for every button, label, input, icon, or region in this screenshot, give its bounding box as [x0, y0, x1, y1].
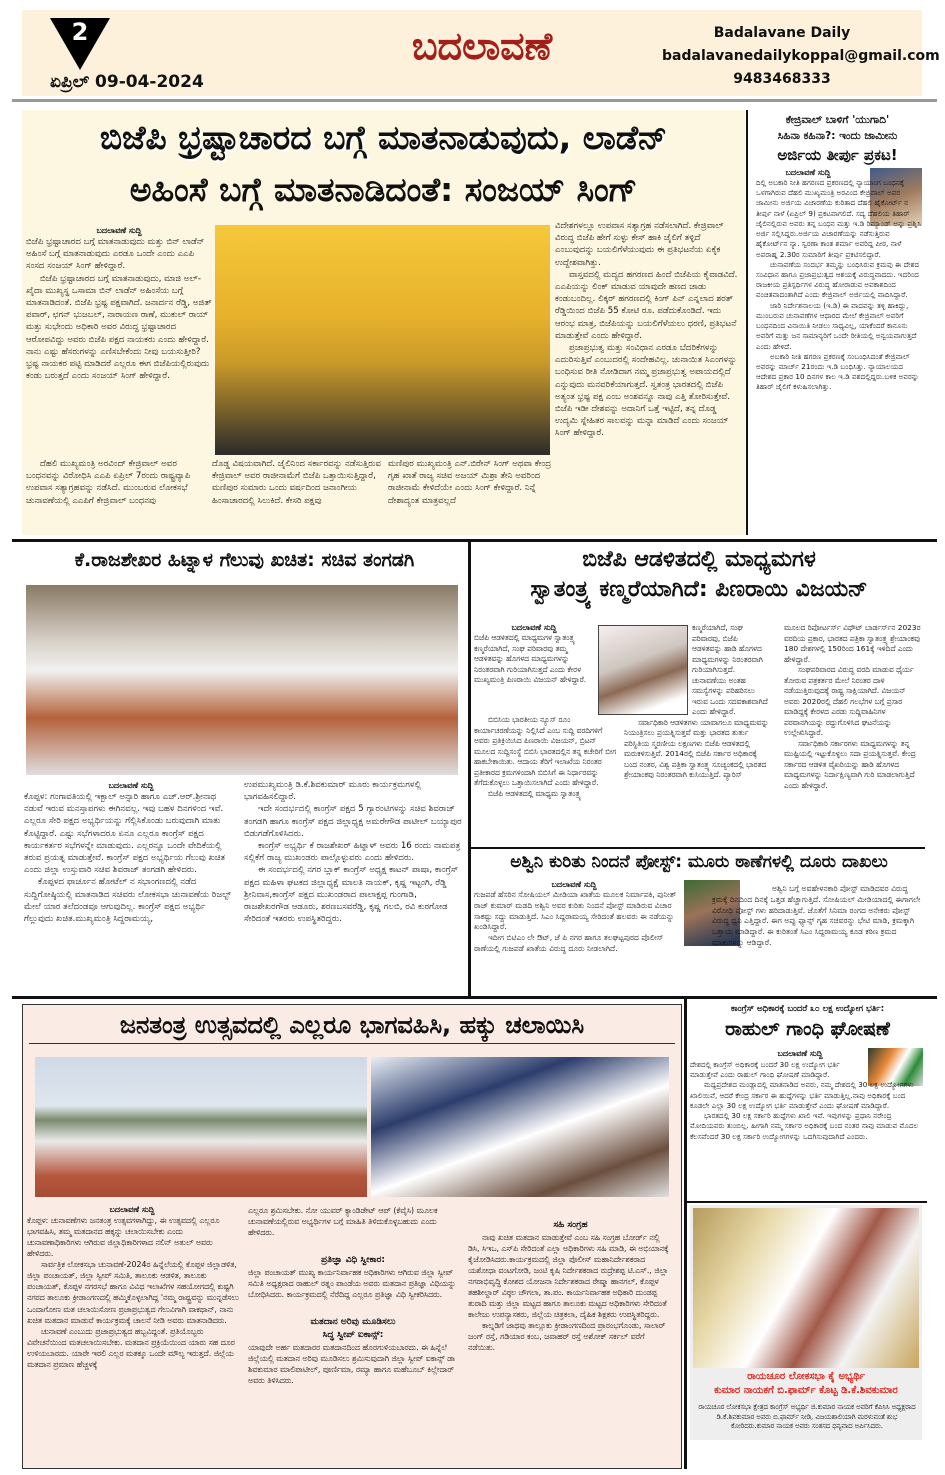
top-story-col1 [26, 236, 212, 382]
ashwini-headline: ಅಶ್ವಿನಿ ಕುರಿತು ನಿಂದನೆ ಪೋಸ್ಟ್: ಮೂರು ಠಾಣೆಗಳಲ್ಲಿ ದೂರು ದಾಖಲು [510, 852, 888, 872]
sanjay-singh-photo [215, 225, 550, 455]
paragraph: ವಾಸ್ತವದಲ್ಲಿ ಮದ್ಯದ ಹಗರಣದ ಹಿಂದೆ ಬಿಜೆಪಿಯ ಕೈವಾಡವಿದೆ. ಎಎಪಿಯನ್ನು ಲಿಂಕ್ ಮಾಡುವ ಯಾವುದೇ ಹಣದ ಜಾಡು ಕಂಡುಬಂದಿಲ್ಲ. ಲಿಕ್ಕರ್ ಹಗರಣದಲ್ಲಿ ಕಿಂಗ್ ಪಿನ್ ಎನ್ನಲಾದ ಶರತ್ ರೆಡ್ಡಿಯಿಂದ ಬಿಜೆಪಿ 55 ಕೋಟಿ ರೂ. ಪಡೆದುಕೊಂಡಿದೆ. ಇದು ಆರಂಭ ಮಾತ್ರ, ಬಿಜೆಪಿಯನ್ನು ಬಯಲಿಗೆಳೆಯಲು ಧರಣಿ, ಪ್ರತಿಭಟನೆ ಮಾಡುತ್ತೇವೆ ಎಂದು ಹೇಳಿದ್ದಾರೆ. [555, 269, 738, 341]
paragraph: ಜಿಲ್ಲಾ ಪಂಚಾಯತ್ ಮುಖ್ಯ ಕಾರ್ಯನಿರ್ವಾಹಕ ಅಧಿಕಾರಿಗಳು ಆಗಿರುವ ಜಿಲ್ಲಾ ಸ್ವೀಪ್ ಸಮಿತಿ ಅಧ್ಯಕ್ಷರಾದ ರಾಹುಲ್ ರತ್ನಂ ಪಾಂಡೆಯ ಅವರು ಮತದಾನ ಪ್ರತಿಜ್ಞಾ ವಿಧಿಯನ್ನು ಬೋಧಿಸಿದರು. ಕಾರ್ಯಕ್ರಮದಲ್ಲಿ ನೆರೆದಿದ್ದ ಎಲ್ಲರೂ ಪ್ರತಿಜ್ಞಾ ವಿಧಿ ಸ್ವೀಕರಿಸಿದರು. [248, 1267, 456, 1300]
byline: ಬದಲಾವಣೆ ಸುದ್ದಿ [108, 781, 154, 790]
ashwini-col2: ಅಶ್ವಿನಿ ಬಗ್ಗೆ ಅವಹೇಳನಕಾರಿ ಪೋಸ್ಟ್ ಮಾಡಿದವರ ವಿರುದ್ಧ ಕ್ರಮಕ್ಕೆ ದಿನದಿಂದ ದಿನಕ್ಕೆ ಒತ್ತಡ ಹೆಚ್ಚಾಗುತ್ತಿದೆ. ಸೋಷಿಯಲ್ ಮೀಡಿಯಾದಲ್ಲಿ ಈಗಾಗಲೇ ವಿರೋಧಿ ಪೋಸ್ಟ್ ಗಳು ಹರಿದಾಡುತ್ತಿವೆ. ಜೊತೆಗೆ ಸಿನಿಮಾ ರಂಗದ ಅನೇಕರು ಪೋಸ್ಟ್ ವಿರುದ್ಧ ಧ್ವನಿ ಎತ್ತಿದ್ದಾರೆ. ಈಗ ಅಪ್ಪು ಫ್ಯಾನ್ಸ್ ಗೃಹ ಸಚಿವರನ್ನು ಭೇಟಿ ಮಾಡಿ, ಕ್ರಮಕ್ಕಾಗಿ ಒತ್ತಾಯ ಮಾಡಿದ್ದಾರೆ. ಈ ಕುರಿತಂತೆ ಸಿಎಂ ಸಿದ್ದರಾಮಯ್ಯ ಕೂಡ ಕಠಿಣ ಕ್ರಮದ ಮಾತುಗಳನ್ನು ಆಡಿದ್ದಾರೆ. [712, 884, 921, 947]
walkathon-photo [35, 1057, 367, 1197]
byline: ಬದಲಾವಣೆ ಸುದ್ದಿ [96, 226, 142, 235]
rahul-kicker: ಕಾಂಗ್ರೆಸ್ ಅಧಿಕಾರಕ್ಕೆ ಬಂದರೆ ೩೦ ಲಕ್ಷ ಉದ್ಯೋಗ ಭರ್ತಿ: [730, 1004, 885, 1014]
paragraph: ಇದೀಗ ಬಿಟಿಎಂ ಲೇ ಔಟ್, ಜೆ ಪಿ ನಗರ ಹಾಗೂ ತಲಘಟ್ಟಪುರದ ಪೊಲೀಸ್ ಠಾಣೆಯಲ್ಲಿ ಗುಜಪಡೆ ಖಾತೆಯ ವಿರುದ್ಧ ದೂರು ನೀಡಲಾಗಿದೆ. [474, 933, 664, 953]
paragraph: ಬಿಜೆಪಿ ಭ್ರಷ್ಟಾಚಾರದ ಬಗ್ಗೆ ಮಾತನಾಡುವುದು ಮತ್ತು ಬಿನ್ ಲಾಡೆನ್ ಅಹಿಂಸೆ ಬಗ್ಗೆ ಮಾತನಾಡುವುದು ಎರಡೂ ಒಂದೇ ಎಂದು ಎಎಪಿ ಸಂಸದ ಸಂಜಯ್ ಸಿಂಗ್ ಹೇಳಿದ್ದಾರೆ. [26, 237, 205, 272]
paragraph: ಬಿಜೆಪಿ ಆಡಳಿತದಲ್ಲಿ ಮಾಧ್ಯಮಗಳ ಸ್ವಾತಂತ್ರ್ಯ ಕಣ್ಮರೆಯಾಗಿದೆ, ಸಂಘ ಪರಿವಾರವು ತಮ್ಮ ಆಡಳಿತವನ್ನು ಹೊಗಳದ ಮಾಧ್ಯಮಗಳನ್ನು ನಿರಂತರವಾಗಿ ಗುರಿಯಾಗಿಸುತ್ತದೆ ಎಂದು ಕೇರಳ ಮುಖ್ಯಮಂತ್ರಿ ಪಿಣರಾಯಿ ವಿಜಯನ್ ಹೇಳಿದ್ದಾರೆ. [474, 633, 587, 685]
b-form-handover-photo [693, 1208, 919, 1368]
paragraph: ಸರ್ವಾಧಿಕಾರಿ ಆಡಳಿತಗಳು ಯಾವಾಗಲೂ ಮಾಧ್ಯಮವನ್ನು ನಿಯಂತ್ರಿಸಲು ಪ್ರಯತ್ನಿಸುತ್ತವೆ ಮತ್ತು ಭಾರತದ ತುರ್ತು ಪರಿಸ್ಥಿತಿಯ ಸ್ಮರಣೀಯ ಲಕ್ಷಣಗಳು ಬಿಜೆಪಿ ಆಡಳಿತದಲ್ಲಿ ಮರುಕಳಿಸುತ್ತಿವೆ. 2014ರಲ್ಲಿ ಬಿಜೆಪಿ ಸರ್ಕಾರ ಅಧಿಕಾರಕ್ಕೆ ಬಂದ ನಂತರ, ವಿಶ್ವ ಪತ್ರಿಕಾ ಸ್ವಾತಂತ್ರ್ಯ ಸೂಚ್ಯಂಕದಲ್ಲಿ ಭಾರತದ ಶ್ರೇಯಾಂಕವು ನಿರಂತರವಾಗಿ ಕುಸಿಯುತ್ತಿದೆ. ಪ್ಯಾರಿಸ್ [624, 717, 769, 780]
paragraph: ಕೊಪ್ಪಳ: ಚುನಾವಣೆಗಳು ಜನತಂತ್ರ ಉತ್ಸವಗಳಾಗಿದ್ದು, ಈ ಉತ್ಸವದಲ್ಲಿ ಎಲ್ಲರೂ ಭಾಗವಹಿಸಿ, ತಮ್ಮ ಮತದಾನದ ಹಕ್ಕನ್ನು ಚಲಾಯಿಸಬೇಕು ಎಂದು ಚುನಾವಣಾಧಿಕಾರಿಗಳು ಆಗಿರುವ ಜಿಲ್ಲಾಧಿಕಾರಿಗಳಾದ ನಲಿನ್ ಅತುಲ್ ಅವರು ಹೇಳಿದರು. [27, 1216, 220, 1259]
kejriwal-headline: ಅರ್ಜಿಯ ತೀರ್ಪು ಪ್ರಕಟ! [777, 146, 898, 164]
paragraph: ಗುಜಪಡೆ ಹೆಸರಿನ ಸೋಷಿಯಲ್ ಮೀಡಿಯಾ ಖಾತೆಯ ಮೂಲಕ ನಿರ್ಮಾಪಕಿ, ಪುನೀತ್ ರಾಜ್ ಕುಮಾರ್ ಮಡದಿ ಅಶ್ವಿನಿ ಅವರ ಕುರಿತು ನಿಂದನೆ ಪೋಸ್ಟ್ ಮಾಡಿರುವ ವಿಚಾರ ಸಾಕಷ್ಟು ಸದ್ದು ಮಾಡುತ್ತಿದೆ. ಸಿಎಂ ಸಿದ್ದರಾಮಯ್ಯ ಸೇರಿದಂತೆ ಹಲವರು ಈ ನಡೆಯನ್ನು ಖಂಡಿಸಿದ್ದಾರೆ. [474, 890, 677, 932]
paragraph: ಕೊಪ್ಪಳ: ಗಂಗಾವತಿಯಲ್ಲಿ ಇಕ್ಬಾಲ್ ಅನ್ಸಾರಿ ಹಾಗೂ ಎಚ್.ಆರ್.ಶ್ರೀನಾಥ ನಡುವೆ ಇರುವ ಮನಸ್ತಾಪಗಳು ಈಗಿನವಲ್ಲ. ಇವು ಬಹಳ ದಿನಗಳಿಂದ ಇವೆ. ಎಲ್ಲರೂ ಸೇರಿ ಪಕ್ಷದ ಅಭ್ಯರ್ಥಿಯನ್ನು ಗೆಲ್ಲಿಸಿಕೊಂಡು ಬರುವುದಾಗಿ ಮಾತು ಕೊಟ್ಟಿದ್ದಾರೆ. ಎಷ್ಟು ಸಭೆಗಳಾದರೂ ಏನೂ ಎಲ್ಲರೂ ಕಾಂಗ್ರೆಸ್ ಪಕ್ಷದ ಕಾರ್ಯಕರ್ತರ ಸಭೆಗಳನ್ನೇ ಮಾಡುವುದು. ಎಲ್ಲರನ್ನೂ ಒಂದೇ ವೇದಿಕೆಯಲ್ಲಿ ತರುವ ಪ್ರಯತ್ನ ಮಾಡುತ್ತೇವೆ. ಕಾಂಗ್ರೆಸ್ ಪಕ್ಷದ ಅಭ್ಯರ್ಥಿಯ ಗೆಲುವು ಖಚಿತ ಎಂದು ಜಿಲ್ಲಾ ಉಸ್ತುವಾರಿ ಸಚಿವ ಶಿವರಾಜ್ ತಂಗಡಗಿ ಹೇಳಿದರು. [24, 792, 226, 876]
paragraph: ದೇಶದಲ್ಲಿ ಕಾಂಗ್ರೆಸ್ ಅಧಿಕಾರಕ್ಕೆ ಬಂದರೆ 30 ಲಕ್ಷ ಉದ್ಯೋಗ ಭರ್ತಿ ಮಾಡುತ್ತೇವೆ ಎಂದು ರಾಹುಲ್ ಗಾಂಧಿ ಘೋಷಣೆ ಮಾಡಿದ್ದಾರೆ. [690, 1060, 840, 1080]
dk-headline-2: ಕುಮಾರ ನಾಯಕಗೆ ಬಿ.ಫಾರ್ಮ್ ಕೊಟ್ಟ ಡಿ.ಕೆ.ಶಿವಕುಮಾರ [714, 1385, 898, 1396]
subheading-sweep-icons: ಸಿದ್ಧ ಸ್ವೀಪ್ ಐಕಾನ್ಸ್: [322, 1329, 384, 1340]
contact-block [662, 22, 940, 91]
paragraph: ಕೊಪ್ಪಳದ ಫಾರ್ಚೂನ ಹೋಟೆಲ್ ನ ಸಭಾಂಗಣದಲ್ಲಿ ನಡೆದ ಸುದ್ದಿಗೋಷ್ಠಿಯಲ್ಲಿ ಮಾತನಾಡಿದ ಸಚಿವರು ಲೋಕಸಭಾ ಚುನಾವಣೆಯ ರಿಜಲ್ಟ್ ಮೇಲೆ ಯಾರ ತಲೆದಂಡವೂ ಆಗುವುದಿಲ್ಲ. ಕಾಂಗ್ರೆಸ್ ಪಕ್ಷದ ಅಭ್ಯರ್ಥಿ ಗೆಲ್ಲುವುದು ಖಚಿತ.ಮುಖ್ಯಮಂತ್ರಿ ಸಿದ್ದರಾಮಯ್ಯ, [24, 877, 232, 925]
pinarayi-col1-cont [474, 715, 619, 799]
top-story [22, 110, 745, 535]
paragraph: ಯಾವುದೇ ಅರ್ಹ ಮತದಾರರ ಮತದಾನದಿಂದ ಹೊರಗುಳಿಯಬಾರದು. ಈ ಹಿನ್ನೆಲೆ ಜಿಲ್ಲೆಯಲ್ಲಿ ಮತದಾನ ಅರಿವು ಮೂಡಿಸಲು ಶ್ರಮಿಸುವುದಾಗಿ ಜಿಲ್ಲಾ ಸ್ವೀಪ್ ಐಕಾನ್ಸ್ ಡಾ ಶಿವಕುಮಾರ ಮಾಲಿಪಾಟೀಲ್, ಪೂರ್ಣಿಮಾ, ರಮ್ಯಾ ಹಾಗೂ ಮಹೆಬೂಬ್ ಕಿಲ್ಲೇದಾರ್ ಅವರು ತಿಳಿಸಿದರು. [248, 1342, 455, 1385]
top-story-headline-2: ಅಹಿಂಸೆ ಬಗ್ಗೆ ಮಾತನಾಡಿದಂತೆ: ಸಂಜಯ್ ಸಿಂಗ್ [129, 170, 638, 209]
pinarayi-headline-1: ಬಿಜೆಪಿ ಆಡಳಿತದಲ್ಲಿ ಮಾಧ್ಯಮಗಳ [582, 547, 816, 572]
paragraph: ಮಧ್ಯಪ್ರದೇಶದ ಮಂಡ್ಲಾದಲ್ಲಿ ಮಾತನಾಡಿದ ಅವರು, ನಮ್ಮ ದೇಶದಲ್ಲಿ 30 ಲಕ್ಷ ಉದ್ಯೋಗಗಳು ಖಾಲಿಯಿವೆ, ಆದರೆ ಕೇಂದ್ರ ಸರ್ಕಾರ ಈ ಹುದ್ದೆಗಳನ್ನು ಭರ್ತಿ ಮಾಡುತ್ತಿಲ್ಲ.ನಾವು ಅಧಿಕಾರಕ್ಕೆ ಬಂದ ಕೂಡಲೇ ಎಲ್ಲಾ 30 ಲಕ್ಷ ಉದ್ಯೋಗ ಭರ್ತಿ ಮಾಡುತ್ತೇವೆ ಎಂದು ಘೋಷಣೆ ಮಾಡಿದ್ದಾರೆ. [690, 1080, 914, 1110]
kejriwal-body [756, 178, 922, 393]
paragraph: ಕಣ್ಮರೆಯಾಗಿದೆ, ಸಂಘ ಪರಿವಾರವು, ಬಿಜೆಪಿ ಆಡಳಿತವನ್ನು ಹಾಡಿ ಹೊಗಳದ ಮಾಧ್ಯಮಗಳನ್ನು ನಿರಂತರವಾಗಿ ಗುರಿಯಾಗಿಸುತ್ತದೆ. ಚುನಾವಣೆಯು ಅಂತಹ ಸಮಸ್ಯೆಗಳನ್ನು ಪರಿಹರಿಸಲು ಇರುವ ಒಂದು ಸದವಕಾಶವಾಗಿದೆ ಎಂದು ಹೇಳಿದ್ದಾರೆ. [692, 623, 768, 717]
subheading-signature: ಸಹಿ ಸಂಗ್ರಹ [553, 1220, 588, 1230]
page-number: 2 [71, 18, 89, 46]
paragraph: ಈ ಸಂದರ್ಭದಲ್ಲಿ ನಗರ ಬ್ಲಾಕ್ ಕಾಂಗ್ರೆಸ್ ಅಧ್ಯಕ್ಷ ಕಾಟನ್ ಪಾಷಾ, ಕಾಂಗ್ರೆಸ್ ಪಕ್ಷದ ಮಹಿಳಾ ಘಟಕದ ಜಿಲ್ಲಾಧ್ಯಕ್ಷೆ ಮಾಲತಿ ನಾಯಕ್, ಕೃಷ್ಣ ಇಟ್ಟಂಗಿ, ರೆಡ್ಡಿ ಶ್ರೀನಿವಾಸ,ಕಾಂಗ್ರೆಸ್ ಪಕ್ಷದ ಮುಖಂಡರಾದ ಪಾಲಾಕ್ಷಪ್ಪ ಗುಂಗಾಡಿ, ರಾಜಶೇಖರಗೌಡ ಆಡೂರು, ಶರಣಬಸವರೆಡ್ಡಿ, ಕೃಷ್ಣ ಗಲಬಿ, ರವಿ ಕುರಗೋಡ ಸೇರಿದಂತೆ ಇತರರು ಉಪಸ್ಥಿತರಿದ್ದರು. [244, 865, 459, 925]
top-story-bottom-col2: ದೊಡ್ಡ ವಿಷಯವಾಗಿದೆ. ಜೈಲಿನಿಂದ ಸರ್ಕಾರವನ್ನು ನಡೆಸುತ್ತಿರುವ ಕೇಜ್ರಿವಾಲ್ ಅವರ ರಾಜೀನಾಮೆಗೆ ಬಿಜೆಪಿ ಒತ್ತಾಯಿಸುತ್ತಿದ್ದಾರೆ, ಮಣಿಪುರ ಸುಮಾರು ಒಂದು ವರ್ಷದಿಂದ ಜನಾಂಗೀಯ ಹಿಂಸಾಚಾರದಲ್ಲಿ ಸಿಲುಕಿದೆ. ಕೇಸರಿ ಪಕ್ಷವು [212, 459, 382, 506]
rajashekar-headline: ಕೆ.ರಾಜಶೇಖರ ಹಿಟ್ನಾಳ ಗೆಲುವು ಖಚಿತ: ಸಚಿವ ತಂಗಡಗಿ [74, 549, 415, 571]
subheading-pledge: ಪ್ರತಿಜ್ಞಾ ವಿಧಿ ಸ್ವೀಕಾರ: [321, 1255, 385, 1266]
pinarayi-story [474, 545, 924, 845]
byline: ಬದಲಾವಣೆ ಸುದ್ದಿ [551, 880, 597, 889]
janatantra-col1 [27, 1215, 239, 1370]
paragraph: ಇದೇ ಸಂದರ್ಭದಲ್ಲಿ ಕಾಂಗ್ರೆಸ್ ಪಕ್ಷದ 5 ಗ್ಯಾರಂಟಿಗಳನ್ನು ಸಚಿವ ಶಿವರಾಜ್ ತಂಗಡಗಿ ಹಾಗೂ ಕಾಂಗ್ರೆಸ್ ಪಕ್ಷದ ಜಿಲ್ಲಾಧ್ಯಕ್ಷ ಅಮರೇಗೌಡ ಪಾಟೀಲ್ ಬಯ್ಯಾಪುರ ಬಿಡುಗಡೆಗೊಳಿಸಿದರು. [244, 804, 462, 839]
paragraph: ಸರ್ವಾಧಿಕಾರಿ ಸರ್ಕಾರಗಳು ಮಾಧ್ಯಮಗಳನ್ನು ತನ್ನ ಮುಷ್ಟಿಯಲ್ಲಿ ಇಟ್ಟುಕೊಳ್ಳಲು ಸದಾ ಪ್ರಯತ್ನಿಸುತ್ತವೆ. ಕೇಂದ್ರ ಸರ್ಕಾರದ ಆಡಳಿತ ವೈಖರಿಯನ್ನು ಹಾಡಿ ಹೊಗಳದ ಮಾಧ್ಯಮಗಳನ್ನು ನಿರ್ದಾಕ್ಷಿಣ್ಯವಾಗಿ ಗುರಿ ಮಾಡಲಾಗುತ್ತಿದೆ ಎಂದು ಹೇಳಿದ್ದಾರೆ. [784, 738, 916, 790]
paragraph: ವಿದೇಶಗಳಲ್ಲೂ ಉಪವಾಸ ಸತ್ಯಾಗ್ರಹ ನಡೆಸಲಾಗಿದೆ. ಕೇಜ್ರಿವಾಲ್ ವಿರುದ್ಧ ಬಿಜೆಪಿ ಹೇಗೆ ಸುಳ್ಳು ಕೇಸ್ ಹಾಕಿ ಜೈಲಿಗೆ ತಳ್ಳಿದೆ ಎಂಬುವುದನ್ನು ಬಯಲಿಗೆಳೆಯುವುದು ಈ ಪ್ರತಿಭಟನೆಯ ಏಕೈಕ ಉದ್ದೇಶವಾಗಿತ್ತು. [555, 221, 724, 268]
janatantra-col2 [248, 1205, 458, 1386]
paragraph: ಭಾರತದಲ್ಲಿ 30 ಲಕ್ಷ ಸರ್ಕಾರಿ ಹುದ್ದೆಗಳು ಖಾಲಿ ಇವೆ. ಇವುಗಳನ್ನು ಪ್ರಧಾನಿ ನರೇಂದ್ರ ಮೋದಿಯವರು ತುಂಬಿಲ್ಲ. ಹೀಗಾಗಿ ನಮ್ಮ ಸರ್ಕಾರ ಅಧಿಕಾರಕ್ಕೆ ಬಂದ ನಂತರ ನಾವು ಮಾಡುವ ಮೊದಲ ಕೆಲಸವೆಂದರೆ 30 ಲಕ್ಷ ಸರ್ಕಾರಿ ಉದ್ಯೋಗಗಳನ್ನು ಒದಗಿಸುವುದಾಗಿದೆ ಎಂದರು. [690, 1111, 919, 1141]
ashwini-col1 [474, 890, 679, 955]
vertical-rule [468, 542, 471, 997]
rajashekar-col1 [24, 791, 236, 925]
english-name: Badalavane Daily [713, 25, 851, 41]
top-story-bottom-col3: ಮಣಿಪುರ ಮುಖ್ಯಮಂತ್ರಿ ಎನ್.ಬಿರೇನ್ ಸಿಂಗ್ ಅಥವಾ ಕೇಂದ್ರ ಗೃಹ ಖಾತೆ ರಾಜ್ಯ ಸಚಿವ ಅಜಯ್ ಮಿಶ್ರಾ ತೇನಿ ಅವರಿಂದ ರಾಜೀನಾಮೆ ಕೇಳಿದೆಯೇ ಎಂದು ಸಿಂಗ್ ಕೇಳಿದ್ದಾರೆ. ನಿನ್ನೆ ದೇಶಾದ್ಯಂತ ಮಾತ್ರವಲ್ಲದೆ [388, 459, 552, 506]
top-story-col-right [555, 220, 740, 440]
paragraph: ಮೂಲದ ರಿಪೋರ್ಟರ್ಸ್ ವಿಥೌಟ್ ಬಾರ್ಡರ್ಸ್‌ನ 2023ರ ವರದಿಯ ಪ್ರಕಾರ, ಭಾರತದ ಪತ್ರಿಕಾ ಸ್ವಾತಂತ್ರ್ಯ ಶ್ರೇಯಾಂಕವು 180 ದೇಶಗಳಲ್ಲಿ 150ರಿಂದ 161ಕ್ಕೆ ಇಳಿದಿದೆ ಎಂದು ಹೇಳಿದ್ದಾರೆ. [784, 623, 921, 664]
rahul-story [690, 1000, 925, 1200]
pinarayi-col1 [474, 633, 594, 686]
masthead-rule [12, 99, 937, 102]
dk-story [690, 1205, 922, 1440]
paragraph: ಅಬಕಾರಿ ನೀತಿ ಹಗರಣ ಪ್ರಕರಣಕ್ಕೆ ಸಂಬಂಧಿಸಿದಂತೆ ಕೇಜ್ರಿವಾಲ್ ಅವರನ್ನು ಮಾರ್ಚ್ 21ರಂದು ಇ.ಡಿ ಬಂಧಿಸಿತ್ತು. ನ್ಯಾಯಾಲಯದ ಆದೇಶದ ಪ್ರಕಾರ 10 ದಿನಗಳ ಕಾಲ ಇ.ಡಿ ವಶದಲ್ಲಿದ್ದರು.ಬಳಿಕ ಅವರನ್ನು ತಿಹಾರ್ ಜೈಲಿಗೆ ಕಳುಹಿಸಲಾಗಿತ್ತು. [756, 351, 920, 392]
top-story-bottom-col1: ದೆಹಲಿ ಮುಖ್ಯಮಂತ್ರಿ ಅರವಿಂದ್ ಕೇಜ್ರಿವಾಲ್ ಅವರ ಬಂಧನವನ್ನು ವಿರೋಧಿಸಿ ಎಎಪಿ ಏಪ್ರಿಲ್ 7ರಂದು ರಾಷ್ಟ್ರವ್ಯಾಪಿ ಉಪವಾಸ ಸತ್ಯಾಗ್ರಹವನ್ನು ನಡೆಸಿದೆ. ಮುಂಬರುವ ಲೋಕಸಭೆ ಚುನಾವಣೆಯಲ್ಲಿ ಎಎಪಿಗೆ ಕೇಜ್ರಿವಾಲ್ ಬಂಧನವು [26, 459, 191, 506]
paragraph: ಕಾಂಗ್ರೆಸ್ ಅಭ್ಯರ್ಥಿ ಕೆ ರಾಜಶೇಖರ್ ಹಿಟ್ನಾಳ್ ಅವರು 16 ರಂದು ನಾಮಪತ್ರ ಸಲ್ಲಿಕೆಗೆ ರಾಜ್ಯ ಮುಖಂಡರು ಪಾಲ್ಗೊಳ್ಳುವರು ಎಂದು ಹೇಳಿದರು. [244, 841, 461, 864]
section-rule [12, 539, 937, 542]
dk-headline-1: ರಾಯಚೂರ ಲೋಕಸಭಾ ಕೈ ಅಭ್ಯರ್ಥಿ [747, 1371, 865, 1382]
paragraph: ಬಿಜೆಪಿ ಭ್ರಷ್ಟಾಚಾರದ ಬಗ್ಗೆ ಮಾತನಾಡುವುದು, ಮಾಜಿ ಅಲ್-ಖೈದಾ ಮುಖ್ಯಸ್ಥ ಒಸಾಮಾ ಬಿನ್ ಲಾಡೆನ್ ಅಹಿಂಸೆಯ ಬಗ್ಗೆ ಮಾತನಾಡಿದಂತೆ. ಬಿಜೆಪಿ ಭ್ರಷ್ಟ ಪಕ್ಷವಾಗಿದೆ. ಜನಾರ್ದನ ರೆಡ್ಡಿ, ಅಜಿತ್ ಪವಾರ್, ಛಗನ್ ಭುಜಬಲ್, ನಾರಾಯಣ ರಾಣೆ, ಮುಕುಲ್ ರಾಯ್ ಮತ್ತು ಸುಭೇಂದು ಅಧಿಕಾರಿ ಅವರ ವಿರುದ್ಧ ಭ್ರಷ್ಟಾಚಾರದ ಆರೋಪವಿದ್ದು ಅವರು ಬಿಜೆಪಿ ಪಕ್ಷದ ನಾಯಕರು ಎಂದು ಹೇಳಿದ್ದಾರೆ. ನಾನು ಎಷ್ಟು ಹೆಸರುಗಳನ್ನು ಎಣಿಸಬೇಕೆಂದು ನೀವು ಬಯಸುತ್ತೀರಿ? ಭ್ರಷ್ಟ ನಾಯಕರ ಪಟ್ಟಿ ಮಾಡಿದರೆ ಎಲ್ಲರೂ ಈಗ ಬಿಜೆಪಿಯಲ್ಲಿರುವುದು ಕಂಡು ಬರುತ್ತದೆ ಎಂದು ಸಂಜಯ್ ಸಿಂಗ್ ಹೇಳಿದ್ದಾರೆ. [26, 273, 212, 382]
dk-caption: ರಾಯಚೂರ ಲೋಕಸಭಾ ಕ್ಷೇತ್ರದ ಕಾಂಗ್ರೆಸ್ ಅಭ್ಯರ್ಥಿ ಜಿ.ಕುಮಾರ ನಾಯಕ ಅವರಿಗೆ ಕೆಪಿಸಿಸಿ ಅಧ್ಯಕ್ಷರಾದ ಡಿ.ಕೆ.ಶಿವಕುಮಾರ ಅವರು ಬಿ.ಫಾರ್ಮ್ ನೀಡಿ, ವಿಜಯಶಾಲಿಯಾಗಿ ಮರಳುವಂತೆ ಶುಭ ಕೋರಿದರು.ಕುಮಾರ ನಾಯಕ ಅವರು ಸಂತಸದ ಧನ್ಯವಾದ ಅರ್ಪಿಸಿದರು. [698, 1403, 916, 1431]
janatantra-headline: ಜನತಂತ್ರ ಉತ್ಸವದಲ್ಲಿ ಎಲ್ಲರೂ ಭಾಗವಹಿಸಿ, ಹಕ್ಕು ಚಲಾಯಿಸಿ [29, 1011, 675, 1044]
kejriwal-kicker-1: ಕೇಜ್ರಿವಾಲ್ ಬಾಳಿಗೆ 'ಯುಗಾದಿ' [785, 114, 890, 126]
paragraph: ಚುನಾವಣೆ ಎಂಬುದು ಪ್ರಜಾಪ್ರಭುತ್ವದ ಹಬ್ಬವಿದ್ದಂತೆ. ಪ್ರತಿಯೊಬ್ಬರು ವಿವೇಚನೆಯಿಂದ ಮತಚಲಾಯಿಸಬೇಕು. ಮತದಾನ ಪ್ರಕ್ರಿಯೆಯಿಂದ ಯಾರು ಸಹ ದೂರ ಉಳಿಯಬಾರದು. ಯಾರೇ ಇರಲಿ ಎಲ್ಲರ ಮತಕ್ಕೂ ಒಂದೇ ಮೌಲ್ಯ ಇರುತ್ತದೆ. ಜಿಲ್ಲೆಯ ಮತದಾನ ಪ್ರಮಾಣ ಹೆಚ್ಚಳಕ್ಕೆ [27, 1326, 235, 1369]
rajashekar-press-meet-photo [26, 585, 458, 775]
janatantra-col3 [468, 1219, 673, 1353]
paragraph: ಬಿಬಿಸಿಯ ಭಾರತೀಯ ನ್ಯೂಸ್ ರೂಂ ಕಾರ್ಯಾಚರಣೆಯನ್ನು ನಿಲ್ಲಿಸಿದೆ ಎಂಬ ಸುದ್ದಿ ವರದಿಗಳಿಗೆ ಅವರು ಪ್ರತಿಕ್ರಿಯಿಸಿದ ಪಿಣರಾಯಿ ವಿಜಯನ್, ಬ್ರಿಟನ್ ಮೂಲದ ಸುದ್ದಿಸಂಸ್ಥೆ ಬಿಬಿಸಿ ಭಾರತದಲ್ಲಿನ ತನ್ನ ಕಚೇರಿಗೆ ಬೀಗ ಹಾಕಬೇಕಾಯಿತು. ಆದಾಯ ತೆರಿಗೆ ಇಲಾಖೆಯ ನಿರಂತರ ಪ್ರತೀಕಾರದ ಕ್ರಮಗಳಿಂದಾಗಿ ಬಿಬಿಸಿಗೆ ಈ ನಿರ್ಧಾರವನ್ನು ತೆಗೆದುಕೊಳ್ಳಲು ಒತ್ತಾಯಿಸಲಾಗಿದೆ ಎಂದು ಹೇಳಿದ್ದಾರೆ. [474, 715, 617, 788]
pinarayi-col3 [784, 623, 922, 791]
paragraph: ನಾವು ಖಚಿತ ಮತದಾನ ಮಾಡುತ್ತೇವೆ ಎಂಬ ಸಹಿ ಸಂಗ್ರಹ ಬೋರ್ಡ್ ನಲ್ಲಿ ಡಿಸಿ, ಸಿಇಒ, ಎಸ್‌ಪಿ ಸೇರಿದಂತೆ ಎಲ್ಲಾ ಅಧಿಕಾರಿಗಳು ಸಹಿ ಮಾಡಿ, ಈ ಅಭಿಯಾನಕ್ಕೆ ಕೈಜೋಡಿಸಿದರು.ಕಾರ್ಯಕ್ರಮದಲ್ಲಿ ಜಿಲ್ಲಾ ಪೊಲೀಸ್ ಮಹಾನಿರ್ದೇಶಕರಾದ ಯಶೋಧಾ ವಂಟಗೋಡಿ, ಜಂಟಿ ಕೃಷಿ ನಿರ್ದೇಶಕರಾದ ರುದ್ರೇಶಪ್ಪ ಟಿ.ಎಸ್., ಜಿಲ್ಲಾ ನಗರಾಭಿವೃದ್ಧಿ ಕೋಶದ ಯೋಜನಾ ನಿರ್ದೇಶಕರಾದ ರೇಷ್ಮಾ ಹಾನಗಲ್, ಕೊಪ್ಪಳ ತಹಶೀಲ್ದಾರ್ ವಿಠ್ಠಲ ಚೌಗಲಾ, ತಾ.ಪಂ. ಕಾರ್ಯನಿರ್ವಾಹಕ ಅಧಿಕಾರಿ ದುಂಡಪ್ಪ ತುರಾದಿ ಮತ್ತು ಜಿಲ್ಲಾ ಮಟ್ಟದ ಹಾಗೂ ತಾಲೂಕು ಮಟ್ಟದ ಅಧಿಕಾರಿಗಳು ಸೇರಿದಂತೆ ಕಾಲೇಜು ಉಪನ್ಯಾಸಕರು, ಜಿಲ್ಲೆಯ ಚಿತ್ರಕಲಾ, ದೈಹಿಕ ಶಿಕ್ಷಕರು ಉಪಸ್ಥಿತರಿದ್ದರು. [468, 1232, 669, 1320]
section-rule [12, 996, 937, 999]
byline: ಬದಲಾವಣೆ ಸುದ್ದಿ [511, 623, 557, 632]
newspaper-title: ಬದಲಾವಣೆ [411, 24, 553, 68]
paragraph: ಜಾರಿ ನಿರ್ದೇಶನಾಲಯ (ಇ.ಡಿ) ಈ ವಾದವನ್ನು ತಳ್ಳಿ ಹಾಕಿದ್ದು, ಮುಂಬರುವ ಚುನಾವಣೆಗಳ ಆಧಾರದ ಮೇಲೆ ಕೇಜ್ರಿವಾಲ್ ಅವರಿಗೆ ಬಂಧನದಿಂದ ವಿನಾಯಿತಿ ನೀಡಲು ಸಾಧ್ಯವಿಲ್ಲ, ಯಾಕೆಂದರೆ ಕಾನೂನು ಅವರಿಗೆ ಮತ್ತು ಜನ ಸಾಮಾನ್ಯರಿಗೆ ಒಂದೇ ರೀತಿಯಲ್ಲಿ ಅನ್ವಯವಾಗುತ್ತದೆ ಎಂದು ಹೇಳಿದೆ. [756, 300, 917, 351]
masthead [22, 10, 940, 96]
byline: ಬದಲಾವಣೆ ಸುದ್ದಿ [109, 1205, 155, 1214]
vertical-rule [746, 110, 748, 535]
vertical-rule [684, 999, 687, 1469]
pinarayi-col2 [624, 623, 769, 781]
paragraph: ಉಪಮುಖ್ಯಮಂತ್ರಿ ಡಿ.ಕೆ.ಶಿವಕುಮಾರ್ ಮೂರು ಕಾರ್ಯಕ್ರಮಗಳಲ್ಲಿ ಭಾಗವಹಿಸಲಿದ್ದಾರೆ. [244, 780, 422, 803]
subheading-awareness: ಮತದಾನ ಅರಿವು ಮೂಡಿಸಲು [310, 1317, 396, 1328]
rahul-body [690, 1060, 923, 1142]
kejriwal-kicker-2: ಸಿಹಿನಾ ಕಹಿನಾ?: ಇಂದು ಜಾಮೀನು [777, 130, 898, 142]
rajashekar-col2 [244, 779, 462, 925]
janatantra-story [22, 1004, 682, 1469]
paragraph: ಸಾರ್ವತ್ರಿಕ ಲೋಕಸಭಾ ಚುನಾವಣೆ-2024ರ ಹಿನ್ನೆಲೆಯಲ್ಲಿ ಕೊಪ್ಪಳ ಜಿಲ್ಲಾಡಳಿತ, ಜಿಲ್ಲಾ ಪಂಚಾಯತ್, ಜಿಲ್ಲಾ ಸ್ವೀಪ್ ಸಮಿತಿ, ತಾಲೂಕು ಆಡಳಿತ, ತಾಲೂಕು ಪಂಚಾಯತ್, ಕೊಪ್ಪಳ ನಗರಸಭೆ ಹಾಗೂ ವಿವಿಧ ಇಲಾಖೆಗಳ ಸಹಯೋಗದಲ್ಲಿ ಕುಷ್ಟಗಿ ನಗರದ ತಾಲೂಕು ಕ್ರೀಡಾಂಗಣದಲ್ಲಿ ಹಮ್ಮಿಕೊಳ್ಳಲಾಗಿದ್ದ 'ನಮ್ಮ ರಾಷ್ಟ್ರವನ್ನು ಮುನ್ನಡೆಸಲು ಒಂದಾಗೋಣ ಮತ ಚಲಾಯಿಸೋಣ ಪ್ರಜಾಪ್ರಭುತ್ವದ ಗೆಲುವಿಗಾಗಿ ವಾಕಥಾನ್, ನಾನು ಖಚಿತ ಮತದಾನ ಮಾಡುವೆ ಕಾರ್ಯಕ್ರಮಕ್ಕೆ ಚಾಲನೆ ನೀಡಿ ಅವರು ಮಾತನಾಡಿದರು. [27, 1260, 239, 1325]
issue-date: ಏಪ್ರಿಲ್ 09-04-2024 [50, 72, 204, 92]
phone: 9483468333 [733, 71, 831, 87]
byline: ಬದಲಾವಣೆ ಸುದ್ದಿ [777, 1049, 823, 1058]
section-rule [687, 1201, 927, 1203]
paragraph: ಪ್ರಜಾಪ್ರಭುತ್ವ ಮತ್ತು ಸಂವಿಧಾನ ಎರಡೂ ಬೆದರಿಕೆಗಳನ್ನು ಎದುರಿಸುತ್ತಿವೆ ಎಂಬುದರಲ್ಲಿ ಸಂದೇಹವಿಲ್ಲ. ಚುನಾಯಿತ ಸಿಎಂಗಳನ್ನು ಬಂಧಿಸುವ ರೀತಿ ನೋಡಿದಾಗ ನಮ್ಮ ಪ್ರಜಾಪ್ರಭುತ್ವ ಅಪಾಯದಲ್ಲಿದೆ ಎನ್ನುವುದು ಮನವರಿಕೆಯಾಗುತ್ತದೆ. ಸ್ವತಂತ್ರ ಭಾರತದಲ್ಲಿ ಬಿಜೆಪಿ ಅತ್ಯಂತ ಭ್ರಷ್ಟ ಪಕ್ಷ ಎಂಬ ಅಂಶವನ್ನೂ ನಾವು ಎತ್ತಿ ತೋರಿಸುತ್ತೇವೆ. ಬಿಜೆಪಿ ಇಡೀ ದೇಶವನ್ನು ಅದಾನಿಗೆ ಒತ್ತೆ ಇಟ್ಟಿದೆ, ತನ್ನ ದೊಡ್ಡ ಉದ್ಯಮಿ ಸ್ನೇಹಿತರ ಸಾಲವನ್ನು ಮನ್ನಾ ಮಾಡಿದೆ ಎಂದು ಸಂಜಯ್ ಸಿಂಗ್ ಹೇಳಿದ್ದಾರೆ. [555, 343, 737, 439]
rahul-headline: ರಾಹುಲ್ ಗಾಂಧಿ ಘೋಷಣೆ [725, 1018, 890, 1040]
rajashekar-story [22, 545, 467, 995]
paragraph: ಚುನಾವಣೆಯ ಸಂದರ್ಭ ತಮ್ಮನ್ನು ಬಂಧಿಸಿರುವ ಕ್ರಮವು ಈ ದೇಶದ ಸಂವಿಧಾನ ಹಾಗೂ ಪ್ರಜಾಪ್ರಭುತ್ವದ ಆಶಯಕ್ಕೆ ವಿರುದ್ಧವಾದದು. ಇದರಿಂದ ರಾಜಕೀಯ ಪ್ರತಿಸ್ಪರ್ಧಿಗಳ ವಿರುದ್ಧ ಹೋರಾಡುವ ಅವಕಾಶದಿಂದ ವಂಚಿತವಾದಂತಾಗಿದೆ ಎಂದು ಕೇಜ್ರಿವಾಲ್ ಅರ್ಜಿಯಲ್ಲಿ ವಾದಿಸಿದ್ದಾರೆ. [756, 259, 920, 300]
paragraph: ಬಿಜೆಪಿ ಆಡಳಿತದಲ್ಲಿ ಮಾಧ್ಯಮ ಸ್ವಾತಂತ್ರ್ಯ [488, 788, 581, 798]
email[interactable]: badalavanedailykoppal@gmail.com [662, 48, 940, 64]
paragraph: ಸಂಘಪರಿವಾರದ ವಿರುದ್ಧ ವರದಿ ಮಾಡುವ ಧೈರ್ಯ ತೋರುವ ಪತ್ರಕರ್ತರ ಮೇಲೆ ನಿರಂತರ ದಾಳಿ ನಡೆಯುತ್ತಿರುವುದಕ್ಕೆ ರಾಷ್ಟ್ರ ಸಾಕ್ಷಿಯಾಗಿದೆ. ವಿಜಯನ್ ಅವರು 2020ರಲ್ಲಿ ದೆಹಲಿ ಗಲಭೆಗಳ ಬಗ್ಗೆ ಪ್ರಸಾರ ಮಾಡಿದ್ದಕ್ಕೆ ಕೇರಳದ ಎರಡು ಸುದ್ದಿವಾಹಿನಿಗಳ ಪರವಾನಗಿಯನ್ನು ರದ್ದುಗೊಳಿಸಿದ ಘಟನೆಯನ್ನು ಉಲ್ಲೇಖಿಸಿದ್ದಾರೆ. [784, 665, 914, 738]
ashwini-story [474, 850, 924, 995]
top-story-headline-1: ಬಿಜೆಪಿ ಭ್ರಷ್ಟಾಚಾರದ ಬಗ್ಗೆ ಮಾತನಾಡುವುದು, ಲಾಡೆನ್ [99, 118, 668, 157]
kejriwal-story [750, 110, 925, 535]
pinarayi-headline-2: ಸ್ವಾತಂತ್ರ್ಯ ಕಣ್ಮರೆಯಾಗಿದೆ: ಪಿಣರಾಯಿ ವಿಜಯನ್ [530, 577, 868, 602]
section-rule [470, 847, 925, 849]
paragraph: ದಿಲ್ಲಿ ಅಬಕಾರಿ ನೀತಿ ಹಗರಣದ ಪ್ರಕರಣದಲ್ಲಿ ನ್ಯಾಯಾಂಗ ಬಂಧನಕ್ಕೆ ಒಳಗಾಗಿರುವ ದೆಹಲಿ ಮುಖ್ಯಮಂತ್ರಿ ಅರವಿಂದ ಕೇಜ್ರಿವಾಲ್ ಅವರ ಜಾಮೀನು ಅರ್ಜಿಯ ವಿಚಾರಣೆಯ ಕುರಿತಾದ ದೆಹಲಿ ಹೈಕೋರ್ಟ್ ನ ತೀರ್ಪು ನಾಳೆ (ಏಪ್ರಿಲ್ 9) ಪ್ರಕಟವಾಗಲಿದೆ. ಸದ್ಯ ದೆಹಲಿಯ ತಿಹಾರ್ ಜೈಲಿನಲ್ಲಿರುವ ಅವರು ತನ್ನ ಬಂಧನ ಮತ್ತು ಇ.ಡಿ ರಿಮ್ಯಾಂಡ್ ಅನ್ನು ಪ್ರಶ್ನಿಸಿ ಅರ್ಜಿ ಸಲ್ಲಿಸಿದ್ದರು.ಅರ್ಜಿಯ ವಿಚಾರಣೆಯನ್ನು ನಡೆಸುತ್ತಿರುವ ಹೈಕೋರ್ಟ್‌ನ ನ್ಯಾ. ಸ್ವರಣಾ ಕಾಂತ ಶರ್ಮಾ ಅವರಿದ್ದ ಪೀಠ, ನಾಳೆ ಅಪರಾಹ್ನ 2.30ರ ಸುಮಾರಿಗೆ ತೀರ್ಪು ಪ್ರಕಟಿಸಲಿದ್ದಾರೆ. [756, 178, 922, 259]
signature-campaign-photo [371, 1057, 669, 1197]
paragraph: ಎಲ್ಲರೂ ಶ್ರಮಿಸಬೇಕು. ನೋ ಯುವರ್ ಕ್ಯಾಂಡಿಡೇಟ್ ಆಪ್ (ಕೆವೈಸಿ) ಮೂಲಕ ಚುನಾವಣೆಯಲ್ಲಿರುವ ಅಭ್ಯರ್ಥಿಗಳ ಬಗ್ಗೆ ಮಾಹಿತಿ ತಿಳಿದುಕೊಳ್ಳಬಹುದು ಎಂದು ಹೇಳಿದರು. [248, 1206, 438, 1238]
byline: ಬದಲಾವಣೆ ಸುದ್ದಿ [785, 168, 831, 177]
paragraph: ಕಾಲ್ನಡಿಗೆ ಜಾಥವು ತಾಲ್ಲೂಕು ಕ್ರೀಡಾಂಗಣದಿಂದ ಪ್ರಾರಂಭಗೊಂಡು, ಸಾಲಾರ್ ಜಂಗ್ ರಸ್ತೆ, ಗಡಿಯಾರ ಕಂಬ, ಜವಾಹರ್ ರಸ್ತೆ ಅಶೋಕ್ ಸರ್ಕಲ್ ವರೆಗೆ ನಡೆಯಿತು. [468, 1321, 666, 1353]
